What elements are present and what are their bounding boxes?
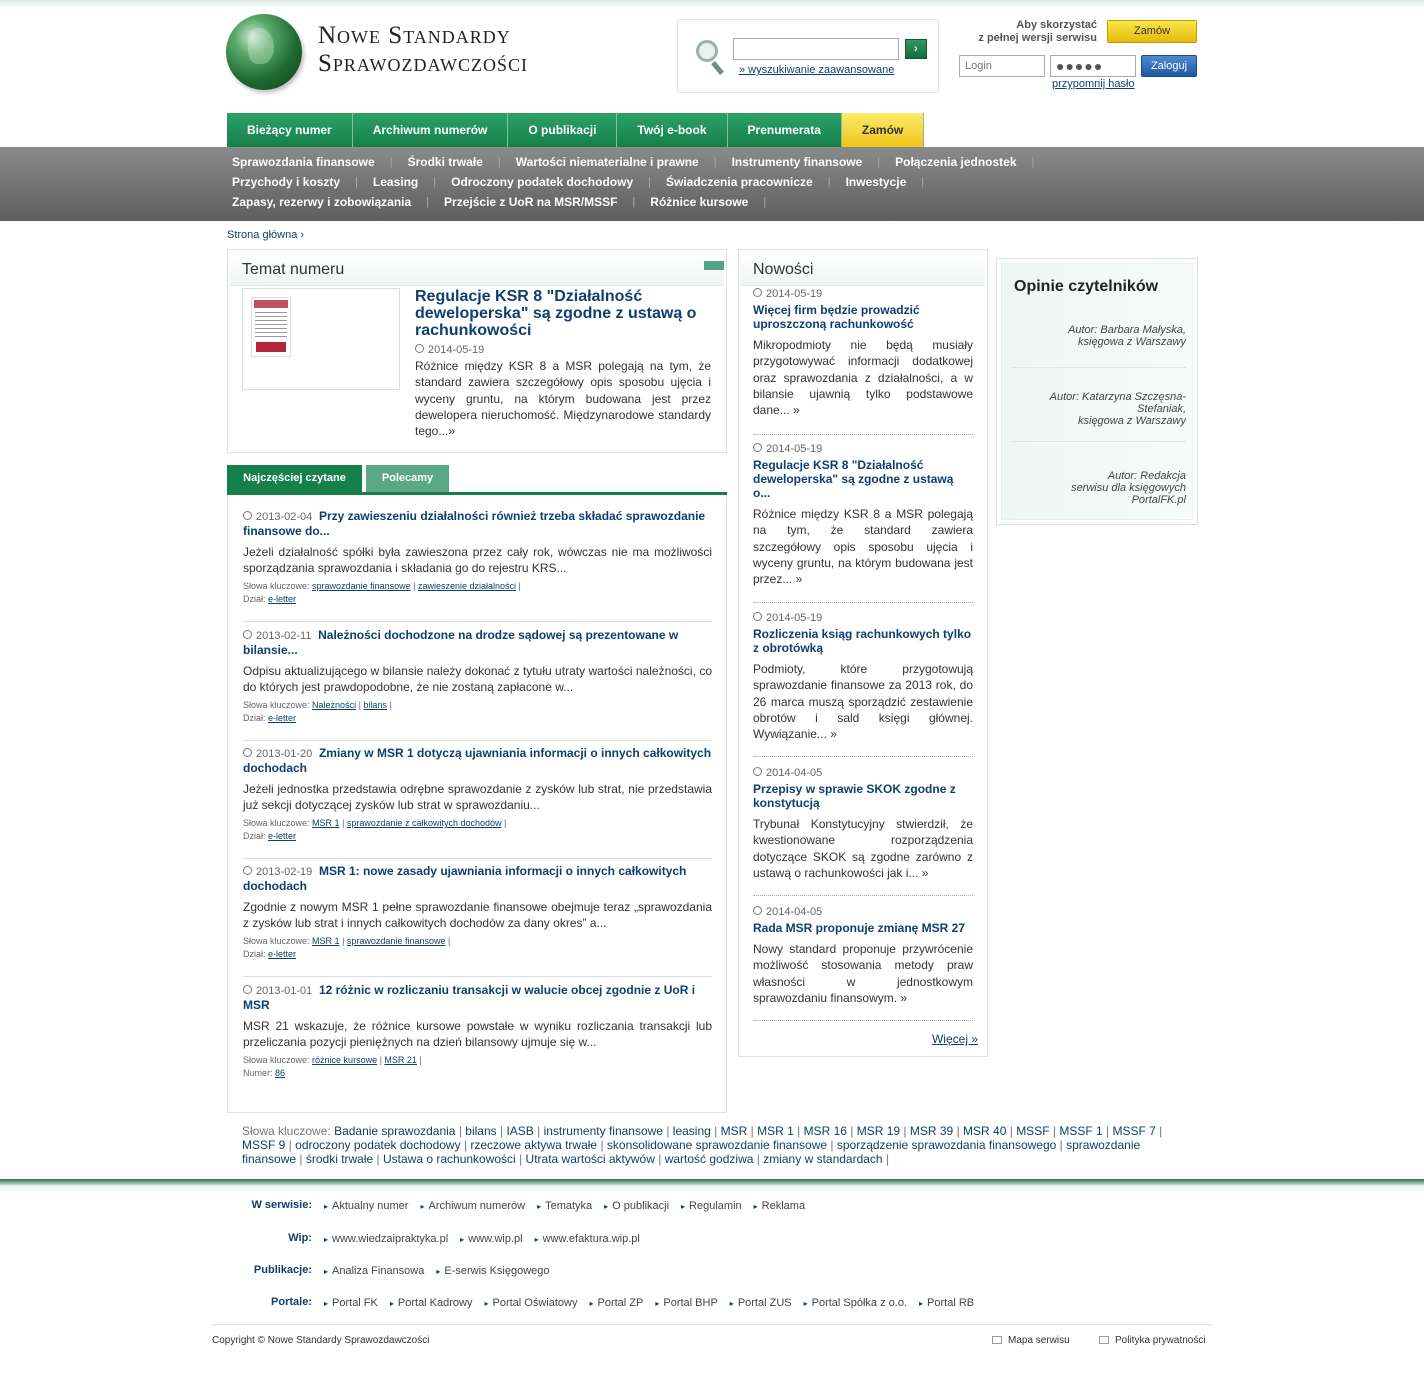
login-input[interactable] [959, 55, 1045, 77]
category-link[interactable]: Przejście z UoR na MSR/MSSF [444, 195, 618, 209]
article-date: 2013-01-20 [243, 748, 312, 760]
keyword-link[interactable]: zawieszenie działalności [417, 581, 517, 591]
sitemap-link[interactable]: Mapa serwisu [992, 1335, 1070, 1346]
opinion-author[interactable]: Autor: Katarzyna Szczęsna- Stefaniak, księgowa z Warszawy [1049, 391, 1186, 427]
opinion-author[interactable]: Autor: Barbara Małyska, księgowa z Warszawy [1068, 324, 1186, 348]
section-label: Dział: [243, 713, 266, 723]
search-input[interactable] [733, 38, 899, 60]
footer-link[interactable]: ▸ Archiwum numerów [420, 1200, 525, 1212]
category-link[interactable]: Połączenia jednostek [895, 155, 1017, 169]
article-date: 2013-02-04 [243, 511, 312, 523]
footer-label: Wip: [288, 1232, 312, 1244]
topic-thumbnail[interactable] [242, 288, 400, 390]
category-link[interactable]: Zapasy, rezerwy i zobowiązania [232, 195, 412, 209]
article-tabs [227, 465, 727, 495]
keyword-link[interactable]: Badanie sprawozdania [334, 1124, 456, 1138]
keyword-link[interactable]: MSR [720, 1124, 748, 1138]
article-excerpt: Zgodnie z nowym MSR 1 pełne sprawozdanie finansowe obejmuje teraz „sprawozdania z zysków lub strat i innych całkowitych dochodów za dany okres” a... [243, 900, 712, 930]
section-label: Dział: [243, 594, 266, 604]
footer-link[interactable]: ▸ Portal Spółka z o.o. [804, 1297, 907, 1309]
article-title-link[interactable]: Przy zawieszeniu działalności również trzeba składać sprawozdanie finansowe do... [243, 509, 706, 538]
keywords-label: Słowa kluczowe: [243, 700, 310, 710]
keywords-label: Słowa kluczowe: [243, 818, 310, 828]
category-link[interactable]: Instrumenty finansowe [731, 155, 863, 169]
footer-link[interactable]: ▸ www.efaktura.wip.pl [535, 1233, 640, 1245]
flag-icon [704, 261, 724, 270]
topic-lead: Różnice między KSR 8 a MSR polegają na tym, że standard zawiera szczegółowy opis sposobu ujęcia i wyceny gruntu, na którym budowana jest przez dewelopera nieruchomość. Międzynarodowe standardy tego...» [415, 359, 711, 439]
keyword-link[interactable]: MSR 21 [384, 1055, 417, 1065]
footer-link[interactable]: ▸ O publikacji [604, 1200, 669, 1212]
article-title-link[interactable]: MSR 1: nowe zasady ujawniania informacji o innych całkowitych dochodach [243, 864, 687, 893]
nav-subscription[interactable]: Prenumerata [728, 113, 842, 147]
keyword-link[interactable]: sprawozdanie z całkowitych dochodów [346, 818, 502, 828]
advanced-search-link[interactable]: » wyszukiwanie zaawansowane [739, 64, 895, 76]
category-link[interactable]: Wartości niematerialne i prawne [515, 155, 699, 169]
article-excerpt: Jeżeli jednostka przedstawia odrębne sprawozdanie z zysków lub strat, nie przedstawia już sekcji dotyczącej zysków lub strat w sprawozdaniu... [243, 782, 712, 812]
section-label: Dział: [243, 831, 266, 841]
keyword-link[interactable]: rzeczowe aktywa trwałe [470, 1138, 598, 1152]
logo-line-2: Sprawozdawczości [318, 50, 529, 77]
news-date: 2014-05-19 [753, 612, 973, 624]
section-link[interactable]: e-letter [268, 949, 297, 959]
article-title-link[interactable]: 12 różnic w rozliczaniu transakcji w walucie obcej zgodnie z UoR i MSR [243, 983, 696, 1012]
keyword-link[interactable]: MSSF 9 [242, 1138, 286, 1152]
section-link[interactable]: e-letter [268, 713, 297, 723]
keyword-link[interactable]: MSR 39 [909, 1124, 954, 1138]
footer-link[interactable]: ▸ Portal Oświatowy [484, 1297, 577, 1309]
footer-link[interactable]: ▸ Portal BHP [655, 1297, 717, 1309]
order-prompt-line1: Aby skorzystać [1016, 19, 1097, 31]
footer-label: Portale: [271, 1296, 312, 1308]
keyword-link[interactable]: zmiany w standardach [763, 1152, 883, 1166]
keyword-link[interactable]: MSSF [1016, 1124, 1050, 1138]
news-excerpt: Różnice między KSR 8 a MSR polegają na tym, że standard zawiera szczegółowy opis sposobu ujęcia i wyceny gruntu, na którym budowana jest przez... » [753, 507, 973, 587]
article-date: 2013-01-01 [243, 985, 312, 997]
article-title-link[interactable]: Należności dochodzone na drodze sądowej są prezentowane w bilansie... [243, 628, 679, 657]
news-title-link[interactable]: Rada MSR proponuje zmianę MSR 27 [753, 921, 966, 935]
article-excerpt: Jeżeli działalność spółki była zawieszona przez cały rok, wówczas nie ma możliwości sporządzania sprawozdania i składania go do rejestru KRS... [243, 545, 712, 575]
keyword-link[interactable]: instrumenty finansowe [543, 1124, 663, 1138]
category-link[interactable]: Przychody i koszty [232, 175, 341, 189]
more-news-link[interactable]: Więcej » [931, 1032, 978, 1046]
divider [1012, 367, 1186, 368]
opinions-title: Opinie czytelników [1014, 278, 1159, 295]
issue-link[interactable]: 86 [275, 1068, 286, 1078]
footer-label: Publikacje: [253, 1264, 312, 1276]
category-link[interactable]: Środki trwałe [407, 155, 483, 169]
category-link[interactable]: Sprawozdania finansowe [232, 155, 375, 169]
news-header [741, 252, 985, 286]
nav-ebook[interactable]: Twój e-book [617, 113, 727, 147]
footer-link[interactable]: ▸ Portal ZP [589, 1297, 643, 1309]
nav-order[interactable]: Zamów [842, 113, 924, 147]
keyword-link[interactable]: MSR 16 [803, 1124, 847, 1138]
site-logo[interactable] [226, 12, 586, 94]
keyword-link[interactable]: MSR 1 [312, 818, 340, 828]
news-excerpt: Podmioty, które przygotowują sprawozdanie finansowe za 2013 rok, do 26 marca muszą sporządzić zestawienie obrotów i sald księgi głównej. Wywiązanie... » [753, 662, 973, 742]
opinion-author[interactable]: Autor: Redakcja serwisu dla księgowych PortalFK.pl [1071, 470, 1186, 506]
keyword-link[interactable]: MSR 1 [312, 936, 340, 946]
keyword-link[interactable]: bilans [363, 700, 387, 710]
footer-link[interactable]: ▸ E-serwis Księgowego [436, 1265, 549, 1277]
order-button[interactable]: Zamów [1107, 20, 1197, 43]
news-date: 2014-05-19 [753, 288, 973, 300]
category-link[interactable]: Świadczenia pracownicze [666, 175, 813, 189]
footer-link[interactable]: ▸ Aktualny numer [324, 1200, 408, 1212]
news-date: 2014-04-05 [753, 906, 973, 918]
breadcrumb[interactable]: Strona główna › [227, 229, 305, 241]
sitemap-icon [992, 1336, 1002, 1344]
section-link[interactable]: e-letter [268, 594, 297, 604]
category-link[interactable]: Leasing [372, 175, 419, 189]
footer-label: W serwisie: [251, 1199, 312, 1211]
copyright: Copyright © Nowe Standardy Sprawozdawczości [212, 1335, 430, 1346]
footer-link[interactable]: ▸ Portal FK [324, 1297, 378, 1309]
footer-link[interactable]: ▸ Portal RB [919, 1297, 974, 1309]
globe-icon [226, 14, 302, 90]
search-box [677, 19, 939, 93]
news-item [753, 767, 973, 896]
keyword-link[interactable]: środki trwałe [305, 1152, 374, 1166]
news-date: 2014-04-05 [753, 767, 973, 779]
category-row-1: Sprawozdania finansowe | Środki trwałe | Wartości niematerialne i prawne | Instrumenty finansowe | Połączenia jednostek | [226, 152, 1043, 172]
article-list [227, 495, 727, 1113]
category-link[interactable]: Różnice kursowe [650, 195, 749, 209]
section-label: Dział: [243, 949, 266, 959]
keyword-link[interactable]: Należności [312, 700, 357, 710]
keyword-link[interactable]: skonsolidowane sprawozdanie finansowe [606, 1138, 828, 1152]
footer-link[interactable]: ▸ Regulamin [681, 1200, 742, 1212]
news-item [753, 443, 973, 603]
footer-link[interactable]: ▸ www.wip.pl [460, 1233, 522, 1245]
nav-archive[interactable]: Archiwum numerów [353, 113, 509, 147]
keyword-link[interactable]: IASB [506, 1124, 534, 1138]
news-heading: Nowości [753, 261, 814, 278]
topic-heading: Temat numeru [242, 261, 345, 278]
keywords-label: Słowa kluczowe: [243, 936, 310, 946]
main-nav [227, 113, 924, 147]
article-date: 2013-02-11 [243, 630, 311, 642]
keywords-label: Słowa kluczowe: [243, 1055, 310, 1065]
footer-link[interactable]: ▸ Reklama [754, 1200, 805, 1212]
news-title-link[interactable]: Więcej firm będzie prowadzić uproszczoną rachunkowość [753, 303, 920, 331]
list-item: 2013-02-04 Przy zawieszeniu działalności również trzeba składać sprawozdanie finansowe do... Jeżeli działalność spółki była zawieszona przez cały rok, wówczas nie ma możliwości sporządzania sprawozdania i składania go do rejestru KRS... Słowa kluczowe: sprawozdanie finansowe | zawieszenie działalności | Dział: e-letter [243, 509, 712, 622]
divider [1012, 441, 1186, 442]
keyword-link[interactable]: MSR 19 [856, 1124, 901, 1138]
keyword-link[interactable]: MSSF 1 [1059, 1124, 1103, 1138]
list-item: 2013-01-20 Zmiany w MSR 1 dotyczą ujawniania informacji o innych całkowitych dochodach Jeżeli jednostka przedstawia odrębne sprawozdanie z zysków lub strat, nie przedstawia już sekcji dotyczącej zysków lub strat w sprawozdaniu... Słowa kluczowe: MSR 1 | sprawozdanie z całkowitych dochodów | Dział: e-letter [243, 746, 712, 859]
login-button[interactable]: Zaloguj [1141, 55, 1197, 77]
footer-link[interactable]: ▸ Tematyka [537, 1200, 592, 1212]
news-item [753, 612, 973, 757]
keyword-link[interactable]: sprawozdanie finansowe [346, 936, 446, 946]
keywords-label: Słowa kluczowe: [243, 581, 310, 591]
opinions-box [996, 258, 1198, 525]
keyword-link[interactable]: Ustawa o rachunkowości [383, 1152, 516, 1166]
remind-password-link[interactable]: przypomnij hasło [1052, 78, 1135, 90]
category-row-3: Zapasy, rezerwy i zobowiązania | Przejście z UoR na MSR/MSSF | Różnice kursowe | [226, 192, 775, 212]
topic-date: 2014-05-19 [415, 344, 484, 356]
divider [212, 1324, 1212, 1325]
footer-link[interactable]: ▸ www.wiedzaipraktyka.pl [324, 1233, 448, 1245]
topic-header [230, 252, 724, 286]
magazine-cover-icon [251, 297, 291, 357]
nav-current-issue[interactable]: Bieżący numer [227, 113, 353, 147]
section-link[interactable]: e-letter [268, 831, 297, 841]
keyword-link[interactable]: MSR 1 [757, 1124, 794, 1138]
tab-recommended[interactable]: Polecamy [366, 465, 449, 492]
password-input[interactable] [1050, 55, 1136, 77]
keyword-link[interactable]: sprawozdanie finansowe [312, 581, 411, 591]
keyword-link[interactable]: leasing [672, 1124, 711, 1138]
news-title-link[interactable]: Przepisy w sprawie SKOK zgodne z konstytucją [753, 782, 956, 810]
keyword-link[interactable]: wartość godziwa [664, 1152, 754, 1166]
tab-most-read[interactable]: Najczęściej czytane [227, 465, 362, 492]
category-link[interactable]: Inwestycje [845, 175, 907, 189]
news-box [738, 249, 988, 1057]
list-item: 2013-01-01 12 różnic w rozliczaniu transakcji w walucie obcej zgodnie z UoR i MSR MSR 21 wskazuje, że różnice kursowe powstałe w wyniku rozliczania transakcji lub przeliczania pozycji pieniężnych na dzień bilansowy ujmuje się w... Słowa kluczowe: różnice kursowe | MSR 21 | Numer: 86 [243, 983, 712, 1078]
order-prompt [940, 19, 1097, 45]
article-title-link[interactable]: Zmiany w MSR 1 dotyczą ujawniania informacji o innych całkowitych dochodach [243, 746, 712, 775]
news-excerpt: Trybunał Konstytucyjny stwierdził, że kwestionowane rozporządzenia dotyczące SKOK są zgodne zarówno z ustawą o rachunkowości jak i... » [753, 817, 973, 880]
keyword-cloud: Słowa kluczowe: Badanie sprawozdania | bilans | IASB | instrumenty finansowe | leasing | MSR | MSR 1 | MSR 16 | MSR 19 | MSR 39 | MSR 40 | MSSF | MSSF 1 | MSSF 7 | MSSF 9 | odroczony podatek dochodowy | rzeczowe aktywa trwałe | skonsolidowane sprawozdanie finansowe | sporządzenie sprawozdania finansowego | sprawozdanie finansowe | środki trwałe | Ustawa o rachunkowości | Utrata wartości aktywów | wartość godziwa | zmiany w standardach | [242, 1124, 1163, 1166]
document-icon [1099, 1336, 1109, 1344]
keyword-link[interactable]: MSR 40 [963, 1124, 1007, 1138]
news-title-link[interactable]: Rozliczenia ksiąg rachunkowych tylko z obrotówką [753, 627, 972, 655]
keyword-link[interactable]: odroczony podatek dochodowy [295, 1138, 461, 1152]
magnifier-icon [696, 40, 718, 62]
news-title-link[interactable]: Regulacje KSR 8 "Działalność deweloperska" są zgodne z ustawą o... [753, 458, 954, 500]
keyword-link[interactable]: sporządzenie sprawozdania finansowego [836, 1138, 1057, 1152]
topic-box [227, 249, 727, 453]
footer-link[interactable]: ▸ Portal ZUS [730, 1297, 792, 1309]
article-date: 2013-02-19 [243, 866, 312, 878]
order-prompt-line2: z pełnej wersji serwisu [978, 32, 1097, 44]
topic-title-link[interactable]: Regulacje KSR 8 "Działalność deweloperska" są zgodne z ustawą o rachunkowości [415, 288, 697, 339]
news-excerpt: Nowy standard proponuje przywrócenie możliwość stosowania metody praw własności w jednostkowym sprawozdaniu finansowym. » [753, 942, 973, 1005]
top-stripe [0, 0, 1424, 8]
privacy-link[interactable]: Polityka prywatności [1099, 1335, 1206, 1346]
logo-line-1: Nowe Standardy [318, 22, 511, 49]
keyword-link[interactable]: Utrata wartości aktywów [525, 1152, 655, 1166]
search-submit-button[interactable]: › [905, 39, 927, 59]
keyword-link[interactable]: różnice kursowe [312, 1055, 378, 1065]
list-item: 2013-02-11 Należności dochodzone na drodze sądowej są prezentowane w bilansie... Odpisu aktualizującego w bilansie należy dokonać z tytułu utraty wartości należności, co do których jest prawdopodobne, że nie zostaną zapłacone w... Słowa kluczowe: Należności | bilans | Dział: e-letter [243, 628, 712, 741]
keyword-link[interactable]: MSSF 7 [1112, 1124, 1156, 1138]
issue-label: Numer: [243, 1068, 273, 1078]
news-item [753, 288, 973, 435]
news-excerpt: Mikropodmioty nie będą musiały przygotowywać informacji dodatkowej oraz sprawozdania z działalności, a w bilansie ujawnią tylko podstawowe dane... » [753, 338, 973, 418]
keyword-cloud-label: Słowa kluczowe: [242, 1124, 331, 1138]
news-date: 2014-05-19 [753, 443, 973, 455]
keyword-link[interactable]: bilans [465, 1124, 497, 1138]
category-row-2: Przychody i koszty | Leasing | Odroczony podatek dochodowy | Świadczenia pracownicze | Inwestycje | [226, 172, 933, 192]
keyword-link[interactable]: sprawozdanie finansowe [242, 1138, 1141, 1166]
footer-link[interactable]: ▸ Analiza Finansowa [324, 1265, 424, 1277]
article-excerpt: MSR 21 wskazuje, że różnice kursowe powstałe w wyniku rozliczania transakcji lub przeliczania pozycji pieniężnych na dzień bilansowy ujmuje się w... [243, 1019, 712, 1049]
nav-about[interactable]: O publikacji [508, 113, 617, 147]
news-item [753, 906, 973, 1021]
article-excerpt: Odpisu aktualizującego w bilansie należy dokonać z tytułu utraty wartości należności, co do których jest prawdopodobne, że nie zostaną zapłacone w... [243, 664, 712, 694]
footer-link[interactable]: ▸ Portal Kadrowy [390, 1297, 473, 1309]
category-nav [0, 147, 1424, 221]
category-link[interactable]: Odroczony podatek dochodowy [451, 175, 634, 189]
list-item: 2013-02-19 MSR 1: nowe zasady ujawniania informacji o innych całkowitych dochodach Zgodnie z nowym MSR 1 pełne sprawozdanie finansowe obejmuje teraz „sprawozdania z zysków lub strat i innych całkowitych dochodów za dany okres” a... Słowa kluczowe: MSR 1 | sprawozdanie finansowe | Dział: e-letter [243, 864, 712, 977]
